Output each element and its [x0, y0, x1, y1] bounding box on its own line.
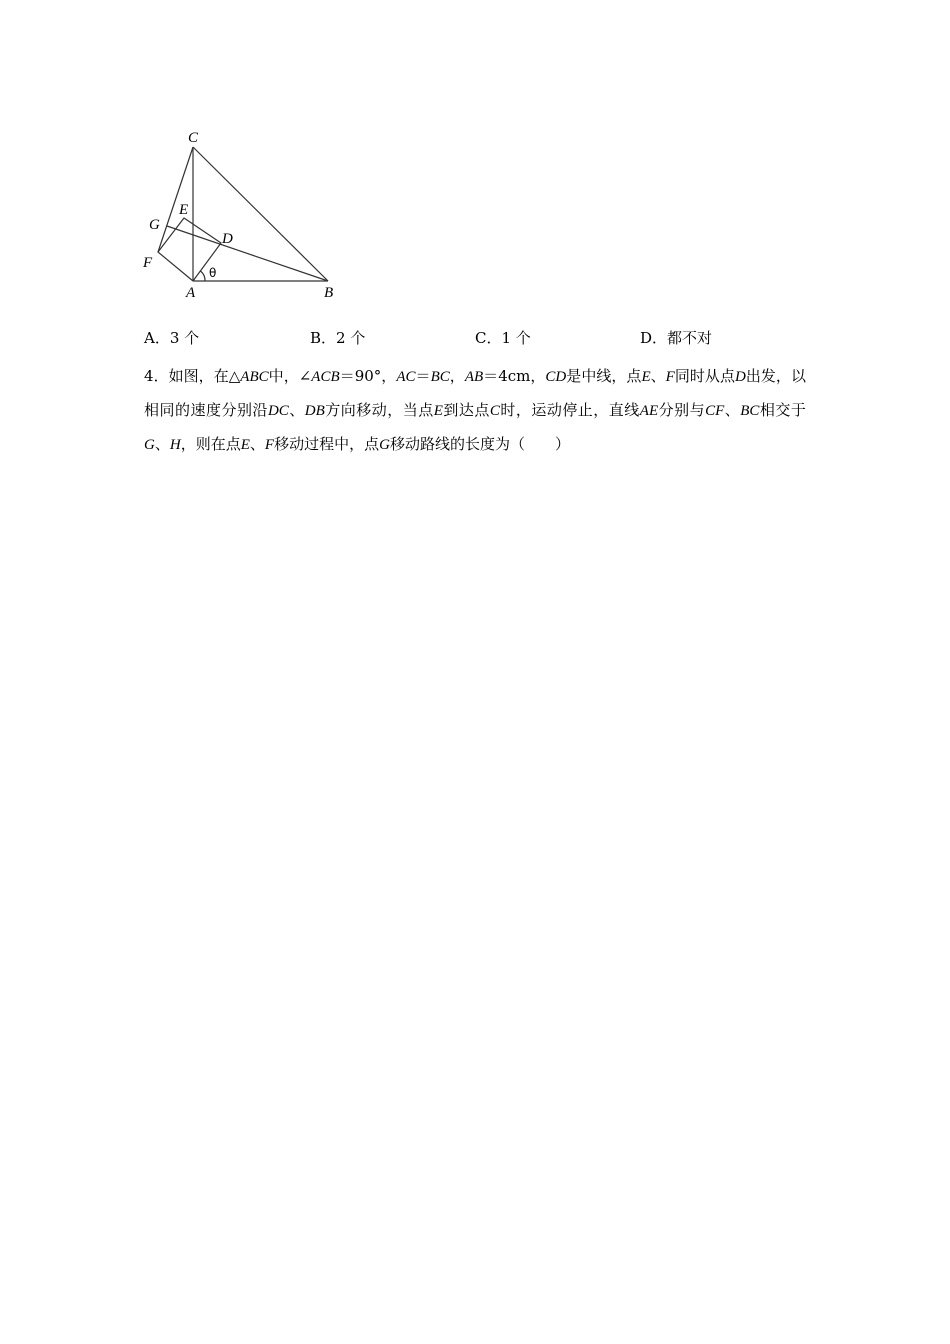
label-C: C [188, 130, 199, 146]
question-text: 移动过程中，点 [274, 435, 380, 453]
question-text: ＝ [415, 367, 431, 385]
math-variable: AB [464, 369, 484, 385]
option-b[interactable] [310, 327, 365, 349]
question-text: 如图，在△ [168, 367, 241, 385]
math-variable: DB [304, 403, 325, 419]
math-variable: DC [267, 403, 289, 419]
math-variable: G [379, 437, 390, 453]
option-c[interactable] [475, 327, 531, 349]
math-variable: G [144, 437, 155, 453]
theta-arc [201, 271, 206, 281]
option-text: 1 个 [501, 329, 531, 347]
option-text: 2 个 [336, 329, 366, 347]
question-text: 出发，以相同的速度分别沿 [144, 367, 806, 419]
label-E: E [179, 202, 189, 218]
question-text: 分别与 [658, 401, 706, 419]
math-variable: E [641, 369, 651, 385]
question-text: 、 [154, 435, 170, 453]
math-variable: AC [396, 369, 416, 385]
segment-GB [167, 226, 328, 281]
math-variable: ABC [240, 369, 269, 385]
math-variable: D [734, 369, 746, 385]
question-number: 4． [144, 367, 169, 385]
label-B: B [324, 285, 334, 301]
question-text: 相交于 [759, 401, 806, 419]
option-a[interactable] [144, 327, 199, 349]
question-text: 同时从点 [674, 367, 735, 385]
option-letter: C． [475, 329, 502, 347]
question-text: 、 [724, 401, 741, 419]
question-text: ， [449, 367, 465, 385]
question-text: 、 [249, 435, 265, 453]
question-text: 是中线，点 [566, 367, 642, 385]
label-D: D [222, 231, 233, 247]
math-variable: CD [545, 369, 567, 385]
option-text: 3 个 [169, 329, 200, 347]
math-variable: F [665, 369, 675, 385]
question-text: 方向移动，当点 [324, 401, 434, 419]
question-text: ＝4cm， [483, 367, 546, 385]
segment-CF [158, 147, 193, 252]
math-variable: C [489, 403, 500, 419]
math-variable: E [433, 403, 443, 419]
question-text: 时，运动停止，直线 [499, 401, 640, 419]
option-letter: D． [640, 329, 668, 347]
geometry-figure [138, 125, 348, 305]
question-text: ＝90°， [339, 367, 397, 385]
question-text: 移动路线的长度为（ ） [389, 435, 570, 453]
math-variable: AE [639, 403, 659, 419]
option-letter: B． [310, 329, 337, 347]
math-variable: H [169, 437, 181, 453]
label-theta: θ [209, 266, 217, 280]
question-4 [144, 360, 806, 462]
question-text: 、 [288, 401, 305, 419]
label-G: G [149, 217, 160, 233]
math-variable: ACB [311, 369, 340, 385]
math-variable: BC [740, 403, 760, 419]
answer-options [144, 327, 844, 349]
question-text: 、 [650, 367, 666, 385]
label-A: A [186, 285, 196, 301]
question-text: 中，∠ [268, 367, 312, 385]
question-text: ，则在点 [180, 435, 241, 453]
option-letter: A． [144, 329, 170, 347]
label-F: F [143, 255, 153, 271]
segment-CB [193, 147, 328, 281]
math-variable: F [264, 437, 275, 453]
question-text: 到达点 [442, 401, 490, 419]
option-text: 都不对 [667, 329, 713, 347]
math-variable: CF [705, 403, 725, 419]
math-variable: E [240, 437, 250, 453]
option-d[interactable] [640, 327, 712, 349]
math-variable: BC [430, 369, 450, 385]
